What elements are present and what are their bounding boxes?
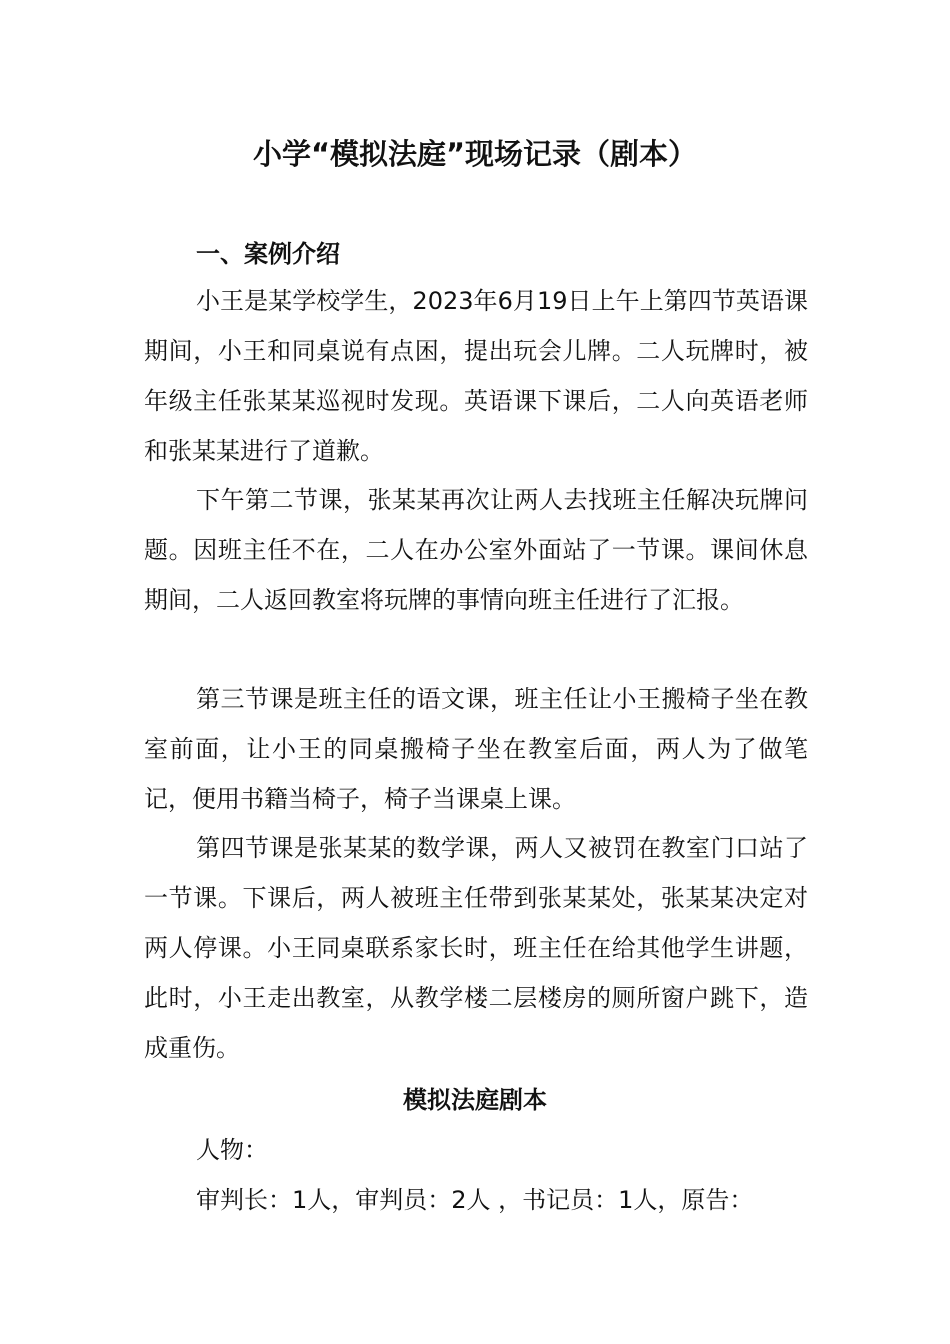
section-heading-case-intro: 一、案例介绍 [196,240,340,268]
paragraph-2: 下午第二节课，张某某再次让两人去找班主任解决玩牌问题。因班主任不在，二人在办公室外面站了一节课。课间休息期间，二人返回教室将玩牌的事情向班主任进行了汇报。 [144,486,808,614]
roles-line: 审判长：1人，审判员：2人 ，书记员：1人，原告： [196,1186,754,1214]
document-title: 小学“模拟法庭”现场记录（剧本） [252,137,698,171]
paragraph-1: 小王是某学校学生，2023年6月19日上午上第四节英语课期间，小王和同桌说有点困，提出玩会儿牌。二人玩牌时，被年级主任张某某巡视时发现。英语课下课后，二人向英语老师和张某某进行了道歉。 [144,287,808,465]
script-title: 模拟法庭剧本 [403,1086,547,1114]
paragraph-4: 第四节课是张某某的数学课，两人又被罚在教室门口站了一节课。下课后，两人被班主任带到张某某处，张某某决定对两人停课。小王同桌联系家长时，班主任在给其他学生讲题，此时，小王走出教室，从教学楼二层楼房的厕所窗户跳下，造成重伤。 [144,834,808,1062]
paragraph-3: 第三节课是班主任的语文课，班主任让小王搬椅子坐在教室前面，让小王的同桌搬椅子坐在教室后面，两人为了做笔记，便用书籍当椅子，椅子当课桌上课。 [144,685,808,813]
characters-label: 人物： [196,1136,268,1164]
